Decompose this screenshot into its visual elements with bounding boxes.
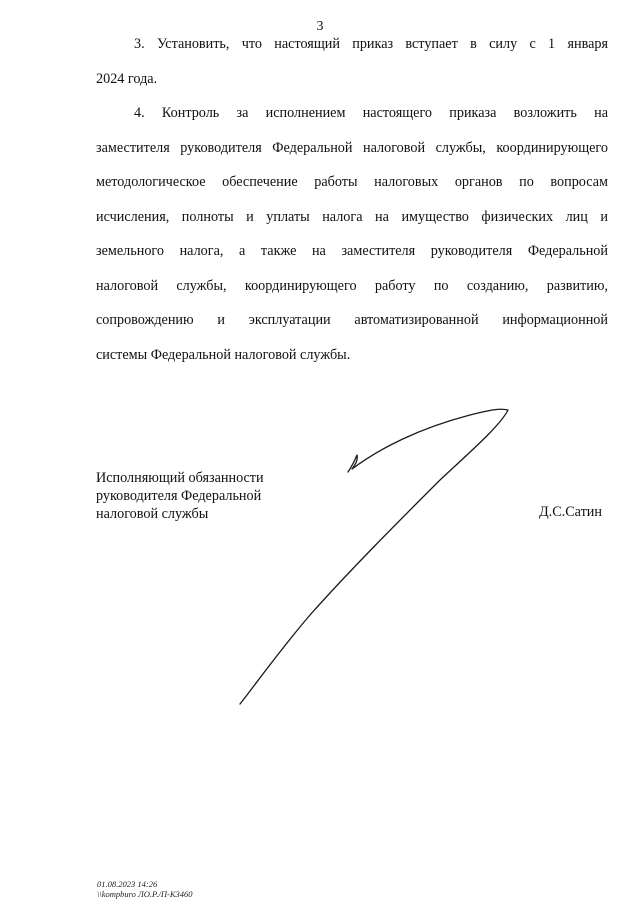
paragraph-4-line-4: исчисления, полноты и уплаты налога на имущество физических лиц и: [96, 208, 608, 225]
paragraph-3-line-2: 2024 года.: [96, 70, 158, 87]
signer-position-line-3: налоговой службы: [96, 506, 209, 522]
footer-stamp: [97, 879, 192, 899]
footer-reference: \\kompburo ЛО.Р./П-К3460: [97, 889, 193, 899]
paragraph-4-line-2: заместителя руководителя Федеральной налоговой службы, координирующего: [96, 139, 608, 156]
paragraph-4-line-3: методологическое обеспечение работы налоговых органов по вопросам: [96, 174, 608, 190]
paragraph-4-line-7: сопровождению и эксплуатации автоматизированной информационной: [96, 312, 608, 328]
signature-stroke: [240, 409, 508, 704]
paragraph-4-line-8: системы Федеральной налоговой службы.: [96, 346, 351, 363]
footer-date: 01.08.2023 14:26: [97, 879, 158, 889]
signer-name: Д.С.Сатин: [538, 504, 602, 520]
signer-position: [96, 469, 264, 523]
page-number: 3: [316, 19, 324, 34]
paragraph-4-line-5: земельного налога, а также на заместителя руководителя Федеральной: [96, 243, 608, 259]
document-body: [96, 33, 608, 378]
paragraph-4-line-1: 4. Контроль за исполнением настоящего приказа возложить на: [134, 105, 608, 121]
signer-position-line-1: Исполняющий обязанности: [96, 470, 264, 486]
signer-position-line-2: руководителя Федеральной: [96, 488, 262, 504]
paragraph-3-line-1: 3. Установить, что настоящий приказ вступает в силу с 1 января: [134, 36, 608, 52]
paragraph-4-line-6: налоговой службы, координирующего работу по созданию, развитию,: [96, 277, 608, 294]
